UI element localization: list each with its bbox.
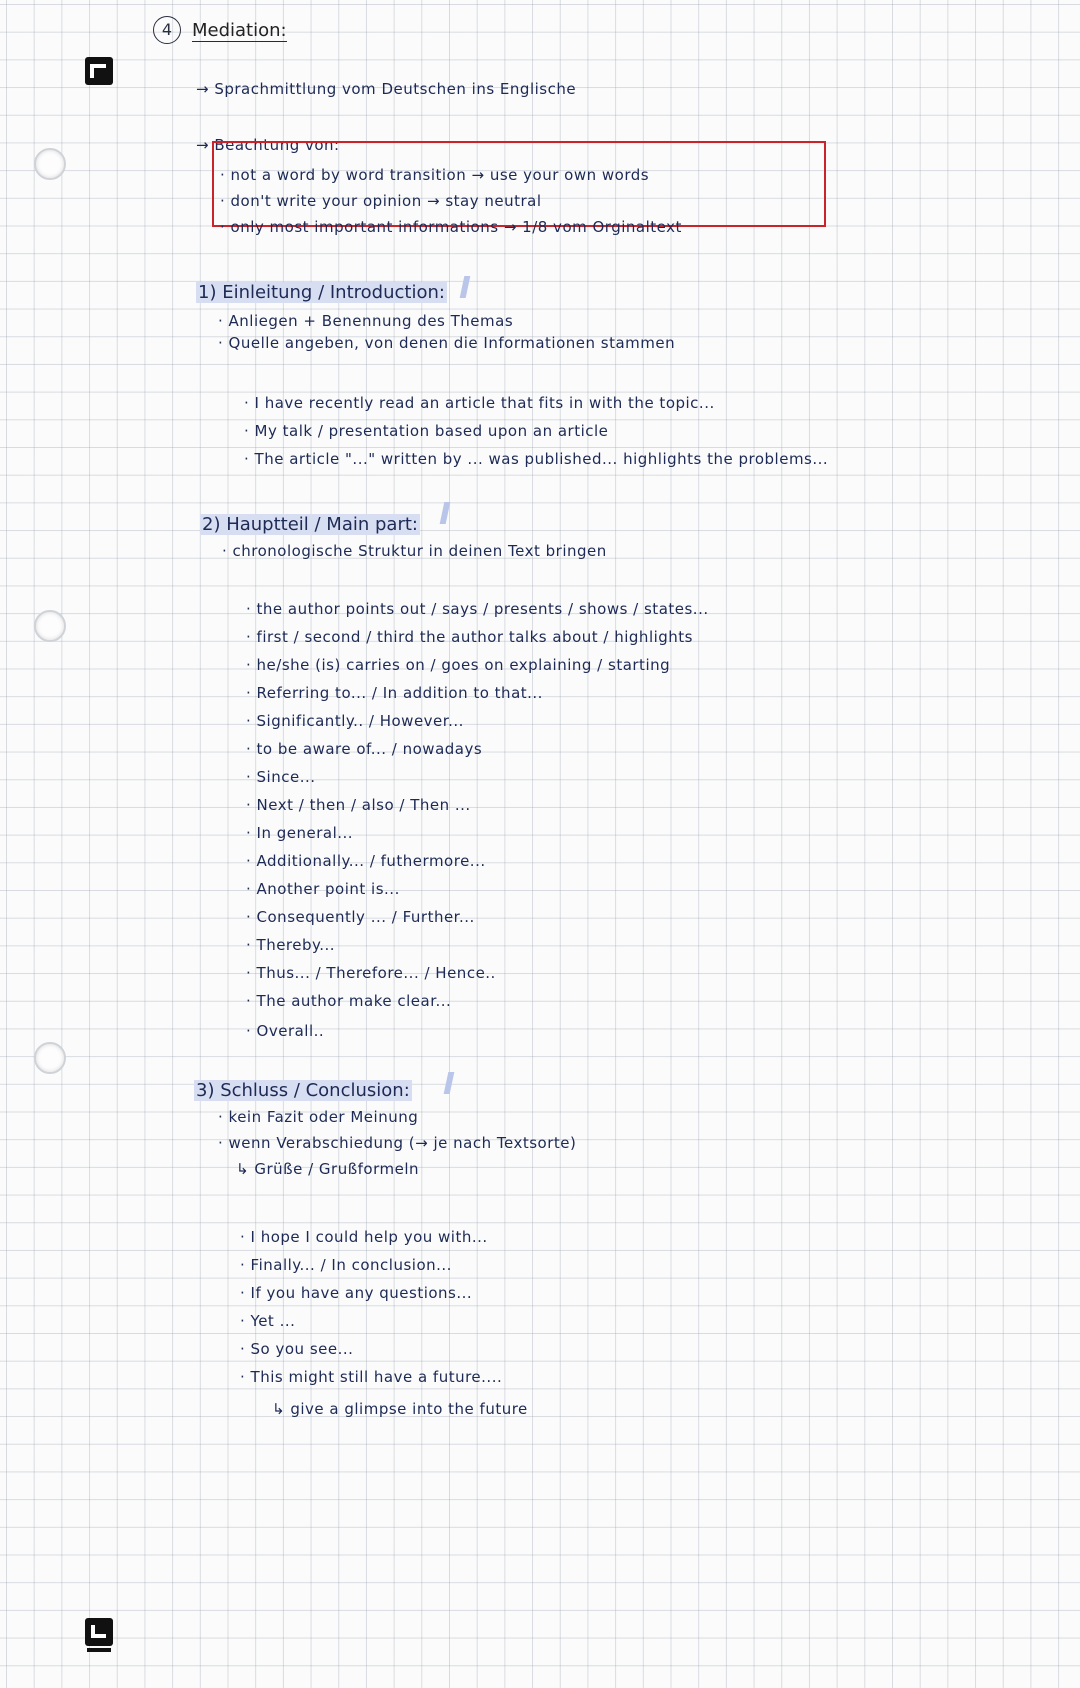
punch-hole xyxy=(34,1042,66,1074)
highlighter-mark xyxy=(444,1072,455,1094)
section-number: 4 xyxy=(153,16,181,44)
main-phrase: · Referring to... / In addition to that... xyxy=(246,684,543,702)
corner-mark-bottom xyxy=(84,1617,118,1647)
main-phrase: · Thereby... xyxy=(246,936,336,954)
highlighter-mark xyxy=(440,502,451,524)
rule-item: · not a word by word transition → use your own words xyxy=(220,166,650,184)
main-phrase: · Since... xyxy=(246,768,316,786)
beachtung-label: → Beachtung von: xyxy=(196,136,340,154)
conclusion-phrase: · If you have any questions... xyxy=(240,1284,473,1302)
intro-heading: 1) Einleitung / Introduction: xyxy=(198,282,445,303)
main-phrase: · Additionally... / futhermore... xyxy=(246,852,486,870)
intro-phrase: · The article "..." written by ... was published... highlights the problems... xyxy=(244,450,829,468)
main-phrase: · Another point is... xyxy=(246,880,400,898)
main-phrase: · In general... xyxy=(246,824,354,842)
conclusion-point: · wenn Verabschiedung (→ je nach Textsorte) xyxy=(218,1134,577,1152)
main-phrase: · Significantly.. / However... xyxy=(246,712,464,730)
intro-phrase: · I have recently read an article that fits in with the topic... xyxy=(244,394,715,412)
main-phrase: · the author points out / says / presents / shows / states... xyxy=(246,600,709,618)
page-title: Mediation: xyxy=(192,20,287,41)
main-point: · chronologische Struktur in deinen Text bringen xyxy=(222,542,607,560)
main-phrase: · Consequently ... / Further... xyxy=(246,908,475,926)
conclusion-phrase: ↳ give a glimpse into the future xyxy=(272,1400,528,1418)
conclusion-point: · kein Fazit oder Meinung xyxy=(218,1108,419,1126)
main-phrase: · Thus... / Therefore... / Hence.. xyxy=(246,964,496,982)
punch-hole xyxy=(34,148,66,180)
main-phrase: · to be aware of... / nowadays xyxy=(246,740,483,758)
conclusion-phrase: · Finally... / In conclusion... xyxy=(240,1256,452,1274)
punch-hole xyxy=(34,610,66,642)
main-phrase: · he/she (is) carries on / goes on explaining / starting xyxy=(246,656,671,674)
intro-point: · Quelle angeben, von denen die Informationen stammen xyxy=(218,334,676,352)
conclusion-heading: 3) Schluss / Conclusion: xyxy=(196,1080,410,1101)
intro-point: · Anliegen + Benennung des Themas xyxy=(218,312,514,330)
intro-line: → Sprachmittlung vom Deutschen ins Englische xyxy=(196,80,577,98)
rule-item: · don't write your opinion → stay neutral xyxy=(220,192,542,210)
conclusion-phrase: · Yet ... xyxy=(240,1312,296,1330)
conclusion-phrase: · I hope I could help you with... xyxy=(240,1228,488,1246)
corner-mark-top xyxy=(84,56,118,86)
conclusion-phrase: · This might still have a future.... xyxy=(240,1368,503,1386)
intro-phrase: · My talk / presentation based upon an article xyxy=(244,422,609,440)
main-phrase: · The author make clear... xyxy=(246,992,452,1010)
main-phrase: · Overall.. xyxy=(246,1022,325,1040)
main-phrase: · first / second / third the author talks about / highlights xyxy=(246,628,693,646)
rule-item: · only most important informations → 1/8 vom Orginaltext xyxy=(220,218,682,236)
conclusion-phrase: · So you see... xyxy=(240,1340,354,1358)
highlighter-mark xyxy=(460,276,471,298)
conclusion-point: ↳ Grüße / Grußformeln xyxy=(236,1160,420,1178)
rules-box xyxy=(212,141,826,227)
main-heading: 2) Hauptteil / Main part: xyxy=(202,514,418,535)
main-phrase: · Next / then / also / Then ... xyxy=(246,796,471,814)
